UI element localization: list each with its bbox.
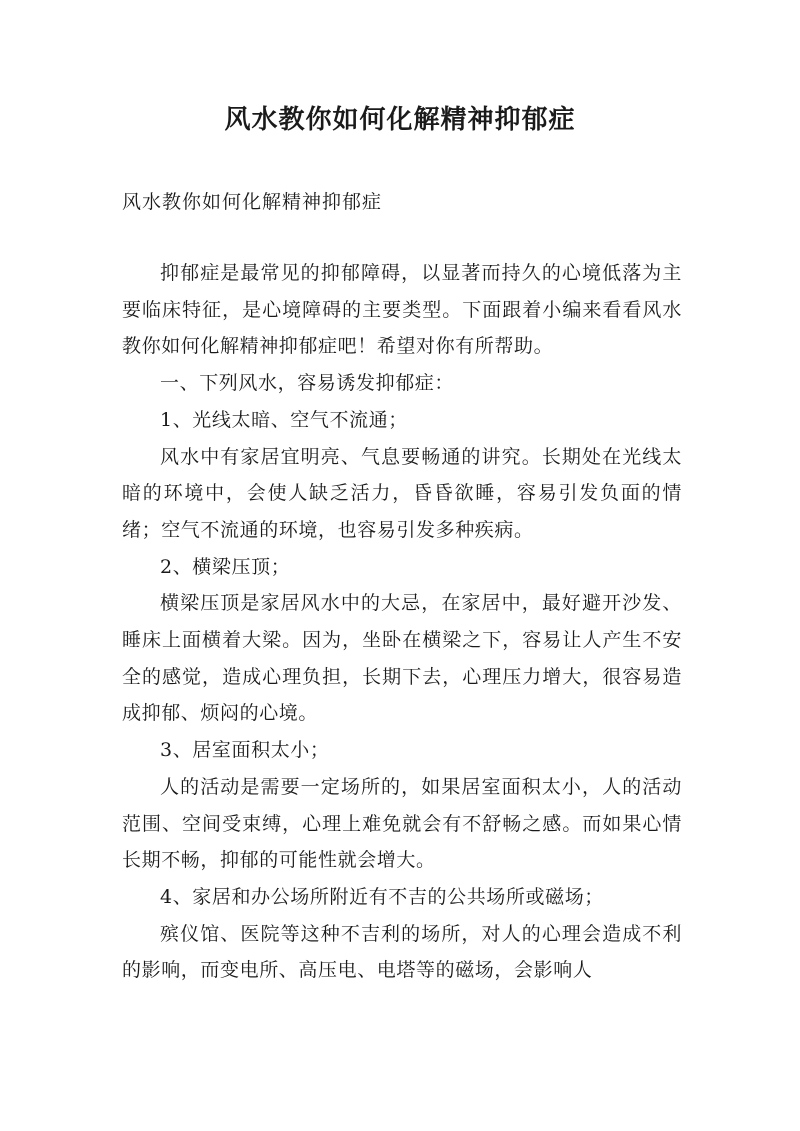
paragraph-item-3: 人的活动是需要一定场所的，如果居室面积太小，人的活动范围、空间受束缚，心理上难免就会有不舒畅之感。而如果心情长期不畅，抑郁的可能性就会增大。 (122, 775, 682, 872)
item-heading-4: 4、家居和办公场所附近有不吉的公共场所或磁场； (160, 885, 604, 908)
document-title: 风水教你如何化解精神抑郁症 (224, 105, 576, 135)
section-heading-1: 一、下列风水，容易诱发抑郁症： (160, 372, 455, 395)
paragraph-intro: 抑郁症是最常见的抑郁障碍，以显著而持久的心境低落为主要临床特征，是心境障碍的主要类型。下面跟着小编来看看风水教你如何化解精神抑郁症吧！希望对你有所帮助。 (122, 262, 682, 358)
document-subtitle: 风水教你如何化解精神抑郁症 (122, 191, 383, 213)
paragraph-item-2: 横梁压顶是家居风水中的大忌，在家居中，最好避开沙发、睡床上面横着大梁。因为，坐卧在横梁之下，容易让人产生不安全的感觉，造成心理负担，长期下去，心理压力增大，很容易造成抑郁、烦闷的心境。 (122, 592, 682, 725)
paragraph-item-4: 殡仪馆、医院等这种不吉利的场所，对人的心理会造成不利的影响，而变电所、高压电、电塔等的磁场，会影响人 (122, 922, 682, 982)
document-body (122, 255, 682, 989)
paragraph-item-1: 风水中有家居宜明亮、气息要畅通的讲究。长期处在光线太暗的环境中，会使人缺乏活力，昏昏欲睡，容易引发负面的情绪；空气不流通的环境，也容易引发多种疾病。 (122, 445, 682, 541)
item-heading-2: 2、横梁压顶； (160, 555, 291, 578)
item-heading-3: 3、居室面积太小； (160, 739, 330, 762)
item-heading-1: 1、光线太暗、空气不流通； (160, 408, 408, 431)
